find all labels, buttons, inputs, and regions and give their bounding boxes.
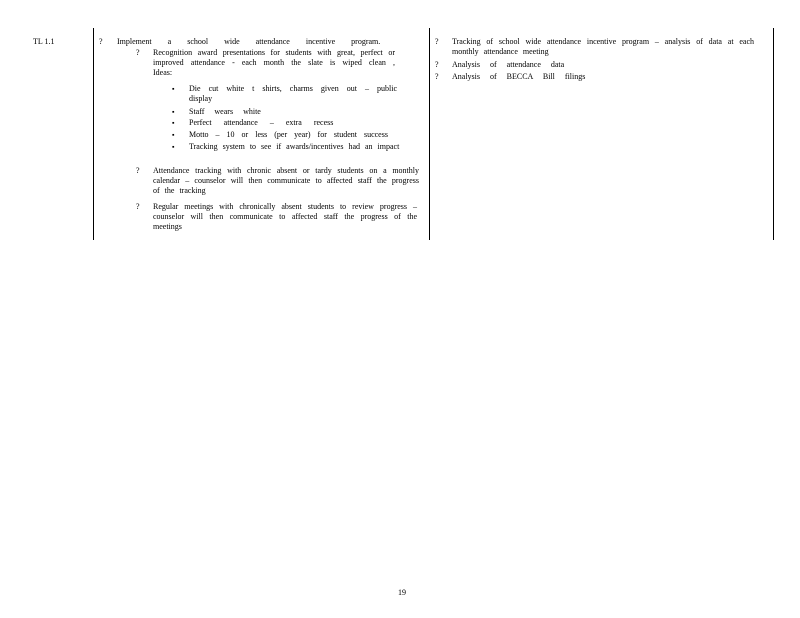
evaluation-item: Tracking of school wide attendance incentive program – analysis of data at each monthly attendance meeting <box>452 37 754 56</box>
sub-strategy-marker: ? <box>136 48 140 57</box>
evaluation-marker: ? <box>435 60 439 69</box>
evaluation-marker: ? <box>435 72 439 81</box>
strategy-main-text: Implement a school wide attendance incentive program. <box>117 37 381 46</box>
idea-item: Motto – 10 or less (per year) for student success <box>189 130 388 139</box>
sub-strategy-tracking: Attendance tracking with chronic absent or tardy students on a monthly calendar – counselor will then communicate to affected staff the progress of the tracking <box>153 166 419 195</box>
column-rule-3 <box>773 28 774 240</box>
evaluation-marker: ? <box>435 37 439 46</box>
strategy-marker: ? <box>99 37 103 46</box>
sub-strategy-meetings: Regular meetings with chronically absent students to review progress – counselor will then communicate to affected staff the progress of the meetings <box>153 202 417 231</box>
page-number: 19 <box>398 588 406 597</box>
idea-item: Die cut white t shirts, charms given out – public display <box>189 84 397 103</box>
column-rule-1 <box>93 28 94 240</box>
row-label: TL 1.1 <box>33 37 55 46</box>
bullet-square-icon: ▪ <box>172 143 175 151</box>
sub-strategy-marker: ? <box>136 166 140 175</box>
bullet-square-icon: ▪ <box>172 119 175 127</box>
idea-item: Staff wears white <box>189 107 261 116</box>
evaluation-item: Analysis of attendance data <box>452 60 565 69</box>
bullet-square-icon: ▪ <box>172 131 175 139</box>
evaluation-item: Analysis of BECCA Bill filings <box>452 72 586 81</box>
idea-item: Tracking system to see if awards/incentives had an impact <box>189 142 400 151</box>
bullet-square-icon: ▪ <box>172 85 175 93</box>
sub-strategy-marker: ? <box>136 202 140 211</box>
bullet-square-icon: ▪ <box>172 108 175 116</box>
sub-strategy-recognition: Recognition award presentations for students with great, perfect or improved attendance - each month the slate is wiped clean , Ideas: <box>153 48 395 77</box>
idea-item: Perfect attendance – extra recess <box>189 118 334 127</box>
column-rule-2 <box>429 28 430 240</box>
